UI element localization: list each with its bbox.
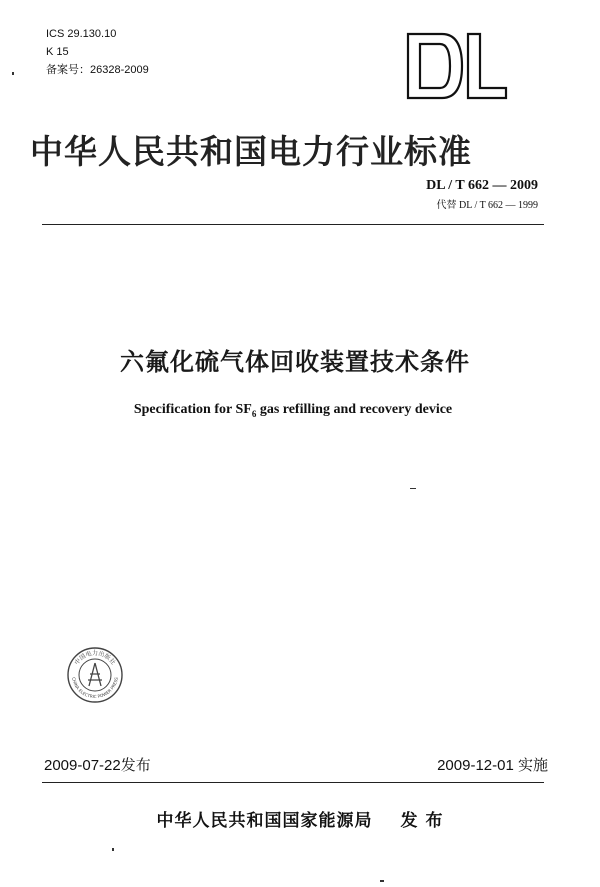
publisher-seal-icon	[66, 646, 124, 704]
issuer-action: 发 布	[400, 811, 444, 831]
ics-code: ICS 29.130.10	[46, 28, 117, 40]
industry-title: 中华人民共和国电力行业标准	[30, 132, 472, 171]
scan-speck	[380, 880, 384, 882]
standard-number: DL / T 662 — 2009	[426, 178, 538, 193]
replaced-standard: 代替 DL / T 662 — 1999	[436, 200, 538, 211]
svg-text:中国电力出版社: 中国电力出版社	[73, 650, 117, 667]
scan-speck	[112, 848, 114, 851]
chinese-title: 六氟化硫气体回收装置技术条件	[120, 348, 470, 376]
dl-logo	[404, 30, 508, 102]
issue-date: 2009-07-22发布	[44, 757, 151, 774]
ccs-code: K 15	[46, 46, 69, 58]
implementation-date: 2009-12-01 实施	[437, 757, 548, 774]
divider-bottom	[42, 782, 544, 783]
divider-top	[42, 224, 544, 225]
dl-logo-letter-l	[468, 34, 506, 98]
scan-speck	[410, 488, 416, 489]
issuer	[0, 806, 600, 831]
english-title: Specification for $SF_6$ gas refilling and recovery device	[133, 402, 453, 419]
record-number: 备案号：26328-2009	[46, 64, 149, 76]
svg-text:CHINA ELECTRIC POWER PRESS: CHINA ELECTRIC POWER PRESS	[71, 676, 119, 700]
scan-speck	[12, 72, 14, 75]
dl-logo-letter-d	[408, 34, 462, 98]
issuer-name: 中华人民共和国国家能源局	[156, 811, 373, 831]
